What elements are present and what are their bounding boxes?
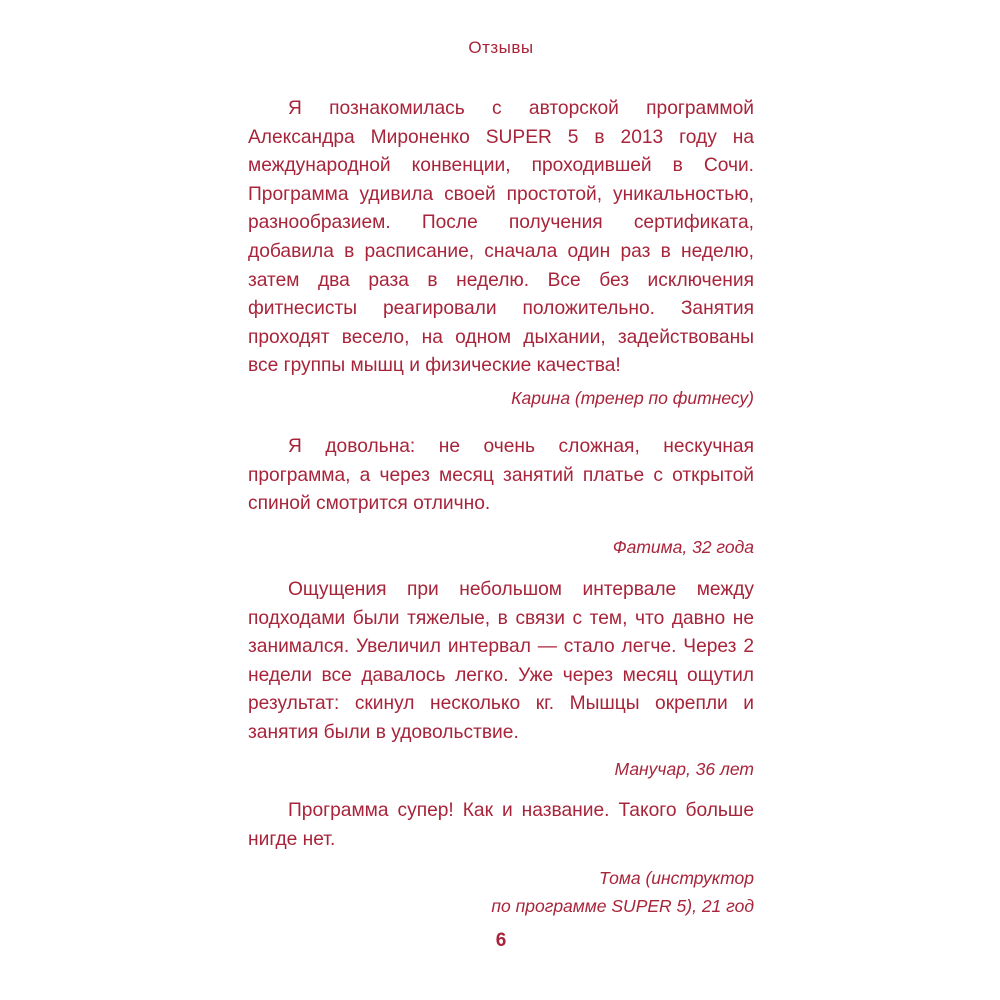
review-text: Я довольна: не очень сложная, нескучная программа, а через месяц занятий платье с открытой спиной смотрится отлично. (248, 436, 754, 515)
book-page (248, 0, 754, 1000)
page-number: 6 (495, 930, 507, 951)
review-author-line-1: Тома (инструктор (599, 868, 754, 889)
review-author-line-2: по программе SUPER 5), 21 год (491, 896, 754, 917)
review-text: Я познакомилась с авторской программой Александра Мироненко SUPER 5 в 2013 году на международной конвенции, проходившей в Сочи. Программа удивила своей простотой, уникальностью, разнообразием. После получения сертификата, добавила в расписание, сначала один раз в неделю, затем два раза в неделю. Все без исключения фитнесисты реагировали положительно. Занятия проходят весело, на одном дыхании, задействованы все группы мышц и физические качества! (248, 98, 754, 377)
review-fatima (248, 433, 754, 561)
review-text: Программа супер! Как и название. Такого больше нигде нет. (248, 800, 754, 850)
review-author: Фатима, 32 года (612, 536, 754, 557)
review-author: Карина (тренер по фитнесу) (511, 387, 754, 408)
review-manuchar (248, 576, 754, 783)
review-author (248, 864, 754, 920)
review-author: Манучар, 36 лет (614, 758, 754, 779)
review-text: Ощущения при небольшом интервале между подходами были тяжелые, в связи с тем, что давно не занимался. Увеличил интервал — стало легче. Через 2 недели все давалось легко. Уже через месяц ощутил результат: скинул несколько кг. Мышцы окрепли и занятия были в удовольствие. (248, 579, 754, 743)
running-title: Отзывы (468, 38, 534, 57)
review-toma (248, 797, 754, 920)
review-karina (248, 95, 754, 412)
